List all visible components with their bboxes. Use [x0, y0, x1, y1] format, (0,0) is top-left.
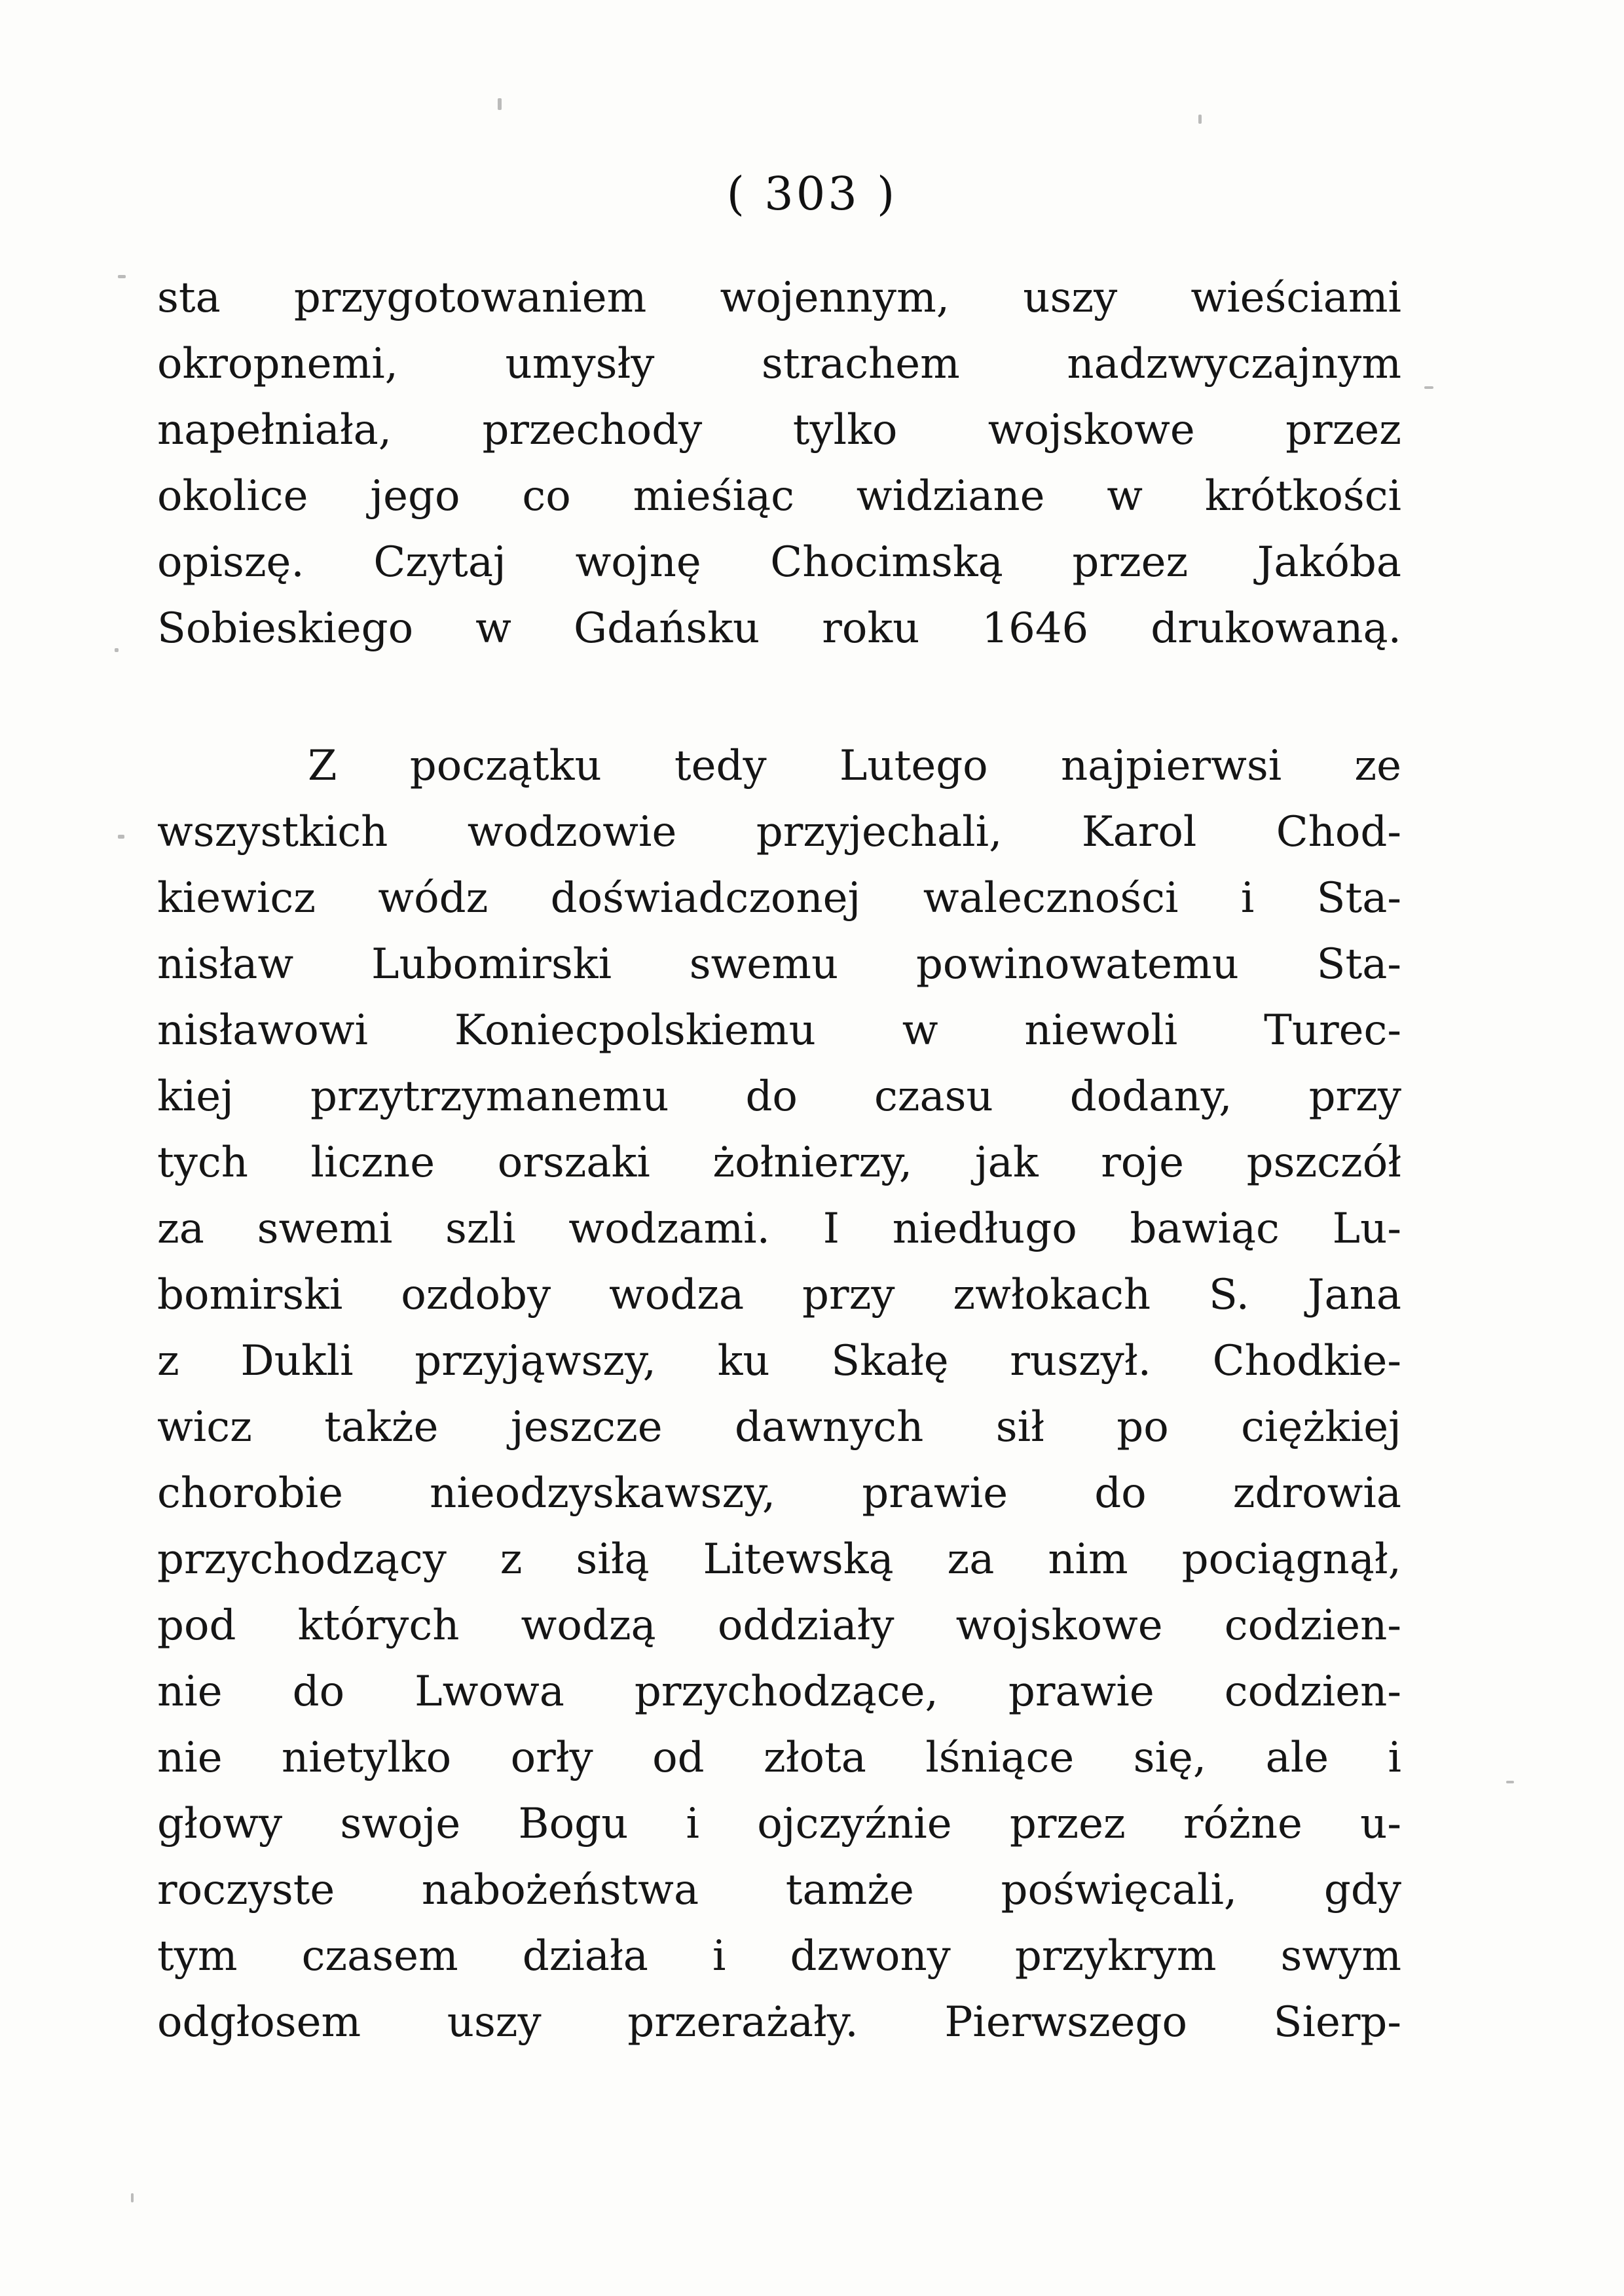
text-line: za swemi szli wodzami. I niedługo bawiąc Lu-: [157, 1205, 1401, 1253]
text-line: odgłosem uszy przerażały. Pierwszego Sierp-: [157, 1998, 1401, 2047]
paper-speck: [1198, 115, 1202, 124]
text-line: kiej przytrzymanemu do czasu dodany, przy: [157, 1072, 1401, 1121]
paragraph-continuation: [157, 265, 1401, 662]
text-line: Sobieskiego w Gdańsku roku 1646 drukowaną.: [157, 604, 1401, 653]
text-line: napełniała, przechody tylko wojskowe przez: [157, 406, 1401, 454]
paper-speck: [1424, 386, 1433, 389]
text-line: bomirski ozdoby wodza przy zwłokach S. Jana: [157, 1271, 1401, 1319]
text-line: sta przygotowaniem wojennym, uszy wieściami: [157, 274, 1401, 322]
text-line: głowy swoje Bogu i ojczyźnie przez różne u-: [157, 1800, 1401, 1848]
text-line: nisławowi Koniecpolskiemu w niewoli Turec-: [157, 1006, 1401, 1055]
text-line: wicz także jeszcze dawnych sił po ciężkiej: [157, 1403, 1401, 1451]
text-line: nie do Lwowa przychodzące, prawie codzien-: [157, 1667, 1401, 1716]
text-line: pod których wodzą oddziały wojskowe codzien-: [157, 1601, 1401, 1650]
text-line: chorobie nieodzyskawszy, prawie do zdrowia: [157, 1469, 1401, 1518]
text-line: kiewicz wódz doświadczonej waleczności i Sta-: [157, 874, 1401, 922]
text-line: tych liczne orszaki żołnierzy, jak roje pszczół: [157, 1139, 1401, 1187]
paper-speck: [131, 2193, 134, 2202]
text-line: nisław Lubomirski swemu powinowatemu Sta-: [157, 940, 1401, 989]
text-line: Z początku tedy Lutego najpierwsi ze: [308, 742, 1401, 790]
text-line: z Dukli przyjąwszy, ku Skałę ruszył. Chodkie-: [157, 1337, 1401, 1385]
paper-speck: [1506, 1781, 1514, 1783]
text-line: tym czasem działa i dzwony przykrym swym: [157, 1932, 1401, 1980]
paper-speck: [118, 275, 126, 278]
page-number: ( 303 ): [726, 167, 898, 221]
paper-speck: [118, 835, 124, 839]
paragraph-main: [157, 733, 1401, 2056]
text-line: roczyste nabożeństwa tamże poświęcali, gdy: [157, 1866, 1401, 1914]
text-line: nie nietylko orły od złota lśniące się, ale i: [157, 1734, 1401, 1782]
text-line: opiszę. Czytaj wojnę Chocimską przez Jakóba: [157, 538, 1401, 587]
text-line: okropnemi, umysły strachem nadzwyczajnym: [157, 340, 1401, 388]
paper-speck: [115, 648, 119, 652]
paper-speck: [498, 98, 502, 110]
text-line: przychodzący z siłą Litewską za nim pociągnął,: [157, 1535, 1401, 1584]
text-line: wszystkich wodzowie przyjechali, Karol Chod-: [157, 808, 1401, 856]
text-line: okolice jego co mieśiąc widziane w krótkości: [157, 472, 1401, 520]
